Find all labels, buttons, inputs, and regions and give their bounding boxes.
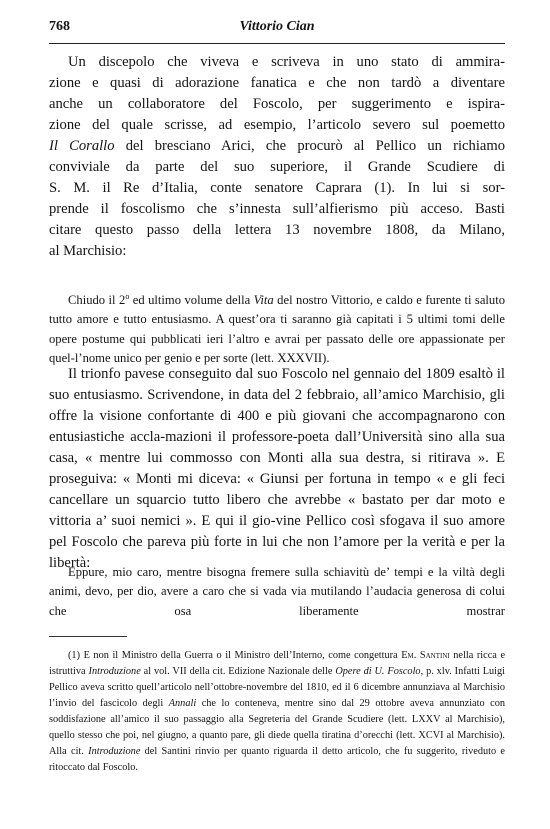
text-line: anche un collaboratore del Foscolo, per suggerimento e ispira-: [49, 96, 505, 112]
text-line: zione e quasi di adorazione fanatica e che non tardò a diventare: [49, 75, 505, 91]
footnote-text: , p. xlv. Infatti Luigi Pellico aveva scritto quell’articolo nell’ottobre-novembre del 1810, ed il 6 dicembre annunziava al Marchisio l’invio del fascicolo degli: [49, 666, 506, 709]
text-line: Un discepolo che viveva e scriveva in uno stato di ammira-: [68, 54, 505, 70]
page-number: 768: [49, 19, 70, 34]
header-rule: [49, 43, 505, 44]
footnote: [49, 648, 505, 776]
quote-text: del nostro Vittorio,: [273, 293, 374, 308]
paragraph-1: [49, 52, 505, 262]
text-line: conviviale da parte del suo superiore, il Grande Scudiere di: [49, 159, 505, 175]
footnote-italic: Annali: [168, 698, 197, 709]
quote-text: Chiudo il 2: [68, 293, 126, 308]
footnote-text: che lo conteneva, mentre sino dal 29 ottobre aveva annunziato con soddisfazione all’amico il suo passaggio alla Segreteria del Grande Scudiere (lett. LXXV al Marchisio), quello stesso che poi, nel giugno, a quanto pare, gli diede quella tiratina d’orecchi (lett. XCVI al Marchisio). Alla cit.: [49, 698, 505, 757]
text-line: prende il foscolismo che s’innesta sull’alfierismo più acceso. Basti: [49, 201, 505, 217]
text-fragment: del bresciano Arici, che procurò al Pellico un richiamo: [114, 138, 505, 154]
footnote-text: del Santini rinvio per quanto riguarda il detto articolo, che fu suggerito, riveduto e ritoccato dal Foscolo.: [49, 746, 505, 773]
text-line: al Marchisio:: [49, 243, 127, 259]
running-title: Vittorio Cian: [239, 19, 315, 34]
footnote-italic: Introduzione: [88, 666, 141, 677]
work-title: Vita: [253, 293, 274, 308]
footnote-text: al vol. VII della cit. Edizione Nazionale delle: [140, 666, 336, 677]
text-line: S. M. il Re d’Italia, conte senatore Caprara (1). In lui si sor-: [49, 180, 505, 196]
work-title: Il Corallo: [49, 138, 115, 154]
text-line: [49, 136, 505, 157]
footnote-text: nella ricca e istruttiva: [49, 650, 506, 677]
footnote-italic: Introduzione: [88, 746, 141, 757]
paragraph-2: [49, 364, 505, 574]
quote-text: Eppure, mio caro, mentre bisogna fremere sulla schiavitù de’ tempi e la viltà degli animi, devo, per dio, avere a caro che si vada via mutilando l’audacia generosa di colui che osa liberamente mostrar: [49, 565, 505, 618]
ordinal-superscript: o: [125, 292, 130, 301]
page-header: [49, 19, 505, 41]
text-line: zione del quale scrisse, ad esempio, l’articolo severo sul poemetto: [49, 117, 505, 133]
footnote-text: (1) E non il Ministro della Guerra o il Ministro dell’Interno, come congettura: [68, 650, 402, 661]
footnote-author: Em. Santini: [401, 650, 450, 661]
footnote-italic: Opere di U. Foscolo: [335, 666, 421, 677]
footnote-rule: [49, 636, 127, 637]
paragraph-text: Il trionfo pavese conseguito dal suo Foscolo nel gennaio del 1809 esaltò il suo entusiasmo. Scrivendone, in data del 2 febbraio, all’amico Marchisio, gli offre la visione confortante di 400 e più giovani che accompagnarono con entusiastiche accla-mazioni il professore-poeta dall’Università sino alla sua casa, « mentre lui commosso con Monti alla sua destra, si ritirava ». E proseguiva: « Monti mi diceva: « Giunsi per fortuna in tempo « e gli feci cancellare un squarcio tutto libero che avrebbe « bastato per dar moto e vittoria a’ suoi nemici ». E qui il gio-vine Pellico così sfogava il suo amore pel Foscolo che pareva più forte in lui che non l’amore per la verità e per la libertà:: [49, 366, 505, 571]
quotation-1: [49, 287, 505, 368]
quote-text: ed ultimo volume della: [129, 293, 254, 308]
quote-text: e caldo e furente ti saluto tutto amore e tutto entusiasmo. A quest’ora ti saranno già capitati i 5 ultimi tomi delle opere postume qui pubblicati ieri l’altro e avrai per passato delle ore appassionate per quel-l’nome unico per genio e per sorte (lett. XXXVII).: [49, 293, 506, 366]
quotation-2: [49, 563, 505, 621]
text-line: citare questo passo della lettera 13 novembre 1808, da Milano,: [49, 222, 505, 238]
